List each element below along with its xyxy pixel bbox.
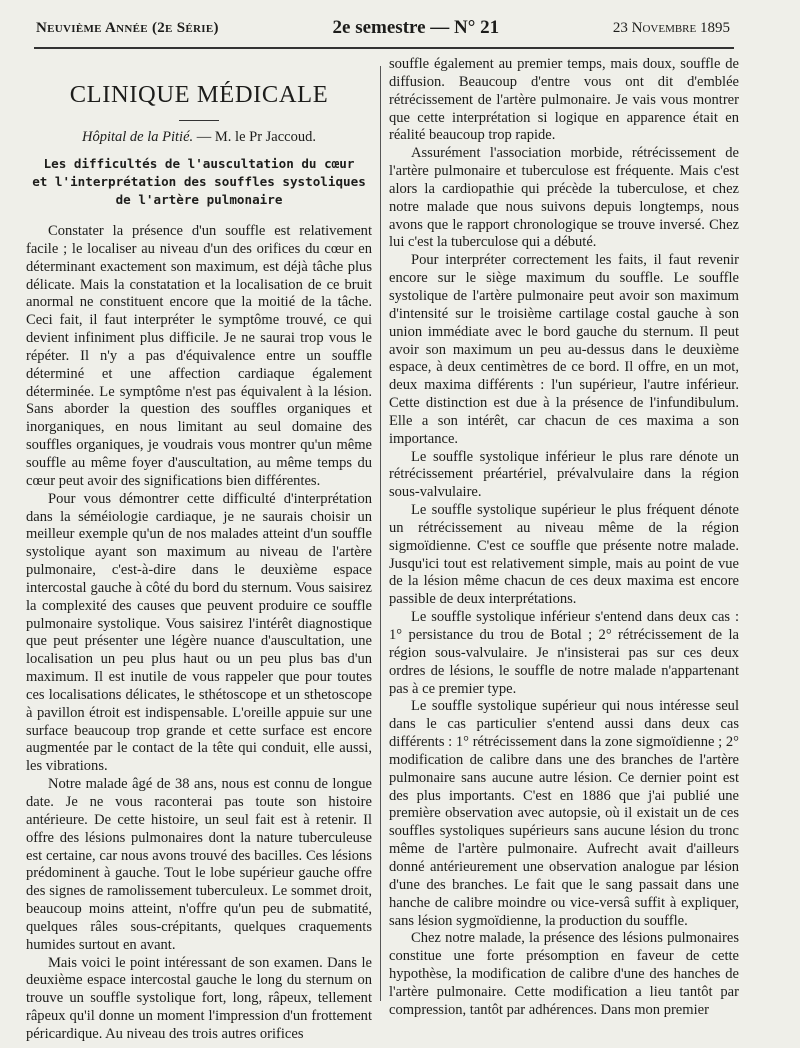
- paragraph: Mais voici le point intéressant de son examen. Dans le deuxième espace intercostal gauche le long du sternum on trouve un souffle systolique fort, long, râpeux, tellement râpeux qu'il donne un moment l'impression d'un frottement péricardique. Au niveau des trois autres orifices: [26, 954, 372, 1041]
- semester-number: 2e semestre — N° 21: [332, 17, 500, 38]
- left-column: [26, 56, 372, 1041]
- article-title-line: de l'artère pulmonaire: [115, 192, 283, 207]
- article-title-line: Les difficultés de l'auscultation du cœur: [43, 156, 355, 171]
- issue-date: 23 Novembre 1895: [612, 19, 730, 36]
- paragraph: Chez notre malade, la présence des lésions pulmonaires constitue une forte présomption en faveur de cette hypothèse, la modification de calibre d'une des hanches de l'artère pulmonaire. Cette modification a lieu tantôt par compression, tantôt par adhérences. Dans mon premier: [389, 930, 739, 1018]
- paragraph: Assurément l'association morbide, rétrécissement de l'artère pulmonaire et tuberculose est fréquente. Mais c'est alors la cardiopathie qui précède la tuberculose, et chez notre malade que nous suivons depuis longtemps, nous avons que le rapport chronologique se trouve inversé. Chez lui c'est la tuberculose qui a débuté.: [389, 145, 739, 251]
- article-title: [26, 155, 372, 209]
- title-rule: [179, 120, 219, 121]
- page-header: [36, 14, 730, 42]
- paragraph: Pour vous démontrer cette difficulté d'interprétation dans la séméiologie cardiaque, je ne saurais choisir un meilleur exemple qu'un de nos malades atteint d'un souffle systolique ayant son maximum au niveau de l'artère pulmonaire, c'est-à-dire dans le deuxième espace intercostal gauche à côté du bord du sternum. Vous saisirez la complexité des causes que peuvent produire ce souffle pulmonaire systolique. Vous saisirez l'intérêt diagnostique que peut présenter une légère nuance d'auscultation, une localisation un peu plus haut ou un peu plus bas d'un maximum. Il est inutile de vous rappeler que pour toutes ces localisations délicates, le sthétoscope et un sthetoscope à pavillon étroit est indispensable. L'oreille appuie sur une surface beaucoup trop grande et cette surface est encore augmentée par le contact de la tête qui conduit, elle aussi, les vibrations.: [26, 490, 372, 775]
- paragraph: Notre malade âgé de 38 ans, nous est connu de longue date. Je ne vous raconterai pas toute son histoire antérieure. De cette histoire, un seul fait est à retenir. Il offre des lésions pulmonaires dont la nature tuberculeuse est certaine, car nous avons trouvé des bacilles. Ces lésions prédominent à gauche. Tout le lobe supérieur gauche offre des signes de ramolissement tuberculeux. Le sommet droit, beaucoup moins atteint, n'offre qu'un peu de submatité, quelques râles sous-crépitants, quelques craquements humides surtout en avant.: [26, 776, 372, 953]
- paragraph: Le souffle systolique inférieur s'entend dans deux cas : 1° persistance du trou de Botal ; 2° rétrécissement de la région sous-valvulaire. Je n'insisterai pas sur ces deux ordres de lésions, le souffle de notre malade n'appartenant pas à ce premier type.: [389, 609, 739, 697]
- hospital-name: Hôpital de la Pitié.: [82, 129, 194, 145]
- section-title: CLINIQUE MÉDICALE: [69, 81, 329, 108]
- paragraph: souffle également au premier temps, mais doux, souffle de diffusion. Beaucoup d'entre vous ont dit d'emblée rétrécissement de l'artère pulmonaire. Je vais vous montrer que cette interprétation si logique en apparence était en réalité beaucoup trop rapide.: [389, 56, 739, 144]
- column-divider: [380, 66, 381, 1001]
- author-name: — M. le Pr Jaccoud.: [196, 129, 316, 145]
- byline: [26, 127, 372, 147]
- article-title-line: et l'interprétation des souffles systoliques: [32, 174, 366, 189]
- paragraph: Le souffle systolique inférieur le plus rare dénote un rétrécissement préartériel, prévalvulaire dans la région sous-valvulaire.: [389, 448, 739, 501]
- paragraph: Le souffle systolique supérieur le plus fréquent dénote un rétrécissement au niveau même de la région sigmoïdienne. C'est ce souffle que présente notre malade. Jusqu'ici tout est relativement simple, mais au point de vue de la lésion même chacun de ces deux maxima est encore passible de deux interprétations.: [389, 502, 739, 608]
- header-rule: [34, 47, 734, 49]
- paragraph: Le souffle systolique supérieur qui nous intéresse seul dans le cas particulier s'entend aussi dans deux cas différents : 1° rétrécissement dans la zone sigmoïdienne ; 2° modification de calibre dans une des branches de l'artère pulmonaire sans aucune autre lésion. Ce dernier point est des plus importants. C'est en 1886 que j'ai publié une première observation avec autopsie, où il existait un de ces souffles systoliques supérieurs sans aucune lésion du tronc même de l'artère pulmonaire. Aufrecht avait d'ailleurs donné antérieurement une observation analogue par lésion d'une des branches. Le fait que le sang passait dans une hanche de calibre moindre ou vice-versâ suffit à expliquer, sans lésion sygmoïdienne, la production du souffle.: [389, 698, 739, 929]
- right-column: [389, 56, 739, 1041]
- issue-label: Neuvième Année (2e Série): [36, 19, 219, 36]
- paragraph: Pour interpréter correctement les faits, il faut revenir encore sur le siège maximum du souffle. Le souffle systolique de l'artère pulmonaire peut avoir son maximum d'intensité sur le troisième cartilage costal gauche à son union immédiate avec le bord gauche du sternum. Il peut avoir son maximum un peu au-dessus dans le deuxième espace, à deux centimètres de ce bord. Il offre, en un mot, deux maxima différents : l'un supérieur, l'autre inférieur. Cette distinction est due à la présence de l'infundibulum. Elle a son intérêt, car chacun de ces maxima a son importance.: [389, 252, 739, 447]
- paragraph: Constater la présence d'un souffle est relativement facile ; le localiser au niveau d'un des orifices du cœur en déterminant exactement son maximum, est déjà tâche plus délicate. Mais la constatation et la localisation de ce bruit anormal ne constituent encore que la moitié de la tâche. Ceci fait, il faut interpréter le symptôme trouvé, ce qui devient infiniment plus difficile. Je ne saurai trop vous le répéter. Il n'y a pas d'équivalence entre un souffle déterminé et une affection cardiaque également déterminée. Le symptôme n'est pas équivalent à la lésion. Sans aborder la question des souffles organiques et inorganiques, en nous limitant au seul domaine des souffles organiques, je voudrais vous montrer qu'un même souffle au même foyer d'auscultation, au même temps du cœur peut avoir des significations bien différentes.: [26, 223, 372, 489]
